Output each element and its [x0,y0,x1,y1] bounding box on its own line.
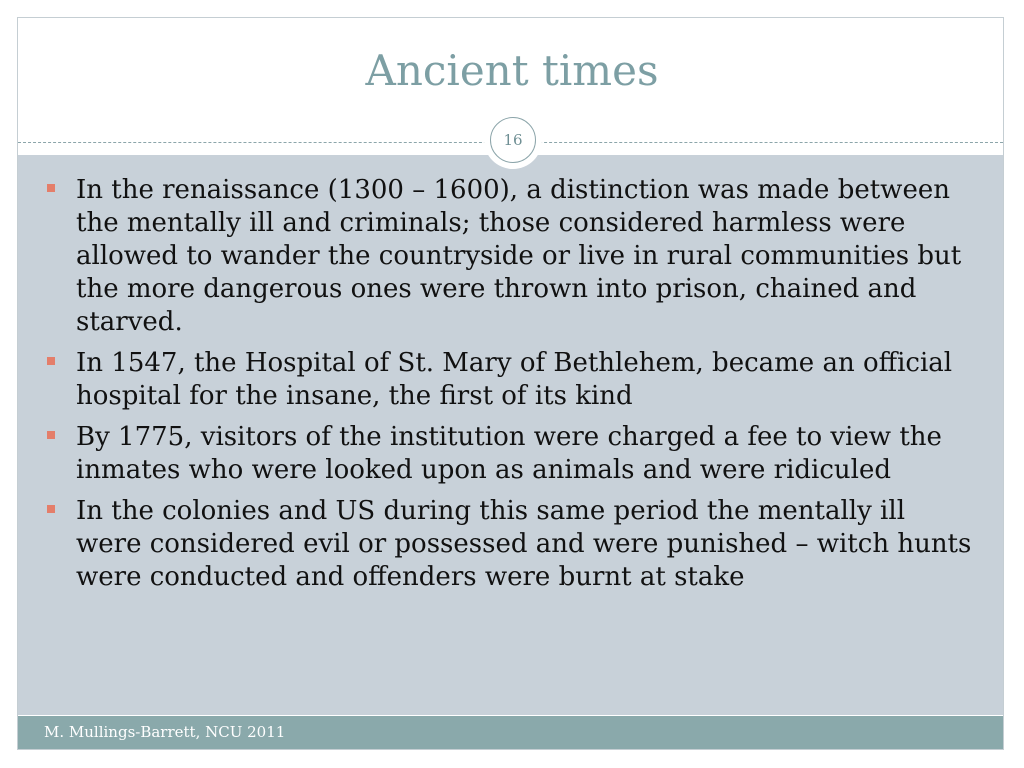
bullet-item [44,495,974,594]
bullet-item [44,421,974,487]
bullet-text: In the renaissance (1300 – 1600), a distinction was made between the mentally ill and criminals; those considered harmless were allowed to wander the countryside or live in rural communities but the more dangerous ones were thrown into prison, chained and starved. [76,175,962,337]
footer-bar [18,716,1003,749]
footer-credit: M. Mullings-Barrett, NCU 2011 [44,723,286,741]
square-bullet-icon [47,357,55,365]
bullet-text: By 1775, visitors of the institution were charged a fee to view the inmates who were looked upon as animals and were ridiculed [76,422,942,485]
bullet-text: In 1547, the Hospital of St. Mary of Bethlehem, became an official hospital for the insane, the first of its kind [76,348,953,411]
bullet-item [44,347,974,413]
bullet-text: In the colonies and US during this same period the mentally ill were considered evil or possessed and were punished – witch hunts were conducted and offenders were burnt at stake [76,496,972,592]
square-bullet-icon [47,505,55,513]
slide-title: Ancient times [365,46,659,95]
slide-number-badge: 16 [490,117,536,163]
bullet-item [44,174,974,339]
square-bullet-icon [47,431,55,439]
bullet-list [44,174,974,602]
square-bullet-icon [47,184,55,192]
